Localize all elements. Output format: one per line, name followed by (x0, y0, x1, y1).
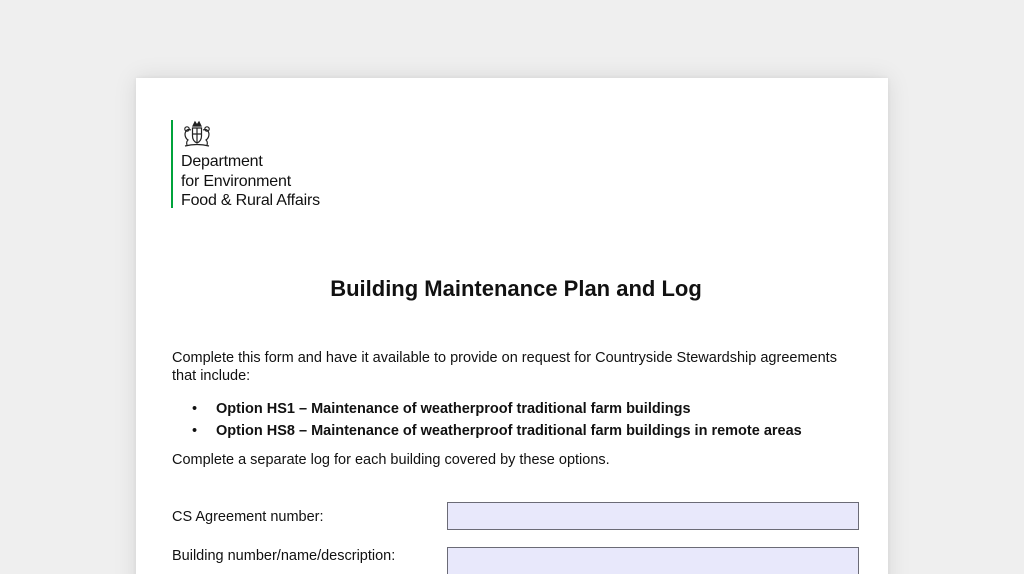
document-page (136, 78, 888, 574)
building-description-field[interactable] (447, 547, 859, 574)
department-name-line-1: Department (181, 153, 263, 170)
department-name (181, 152, 381, 211)
agreement-number-label: CS Agreement number: (172, 509, 324, 525)
option-hs8-text: Option HS8 – Maintenance of weatherproof traditional farm buildings in remote areas (216, 423, 802, 439)
intro-paragraph: Complete this form and have it available to provide on request for Countryside Stewardship agreements that include: (172, 350, 837, 384)
bullet-icon: • (192, 423, 198, 439)
defra-logo (171, 120, 320, 209)
bullet-icon: • (192, 401, 198, 417)
department-name-line-3: Food & Rural Affairs (181, 192, 320, 209)
document-title: Building Maintenance Plan and Log (330, 276, 702, 301)
options-list (192, 398, 802, 442)
option-item (192, 398, 802, 420)
royal-coat-of-arms-icon (181, 120, 213, 148)
department-name-line-2: for Environment (181, 172, 291, 190)
option-hs1-text: Option HS1 – Maintenance of weatherproof traditional farm buildings (216, 401, 691, 417)
separate-log-note: Complete a separate log for each building covered by these options. (172, 452, 610, 468)
agreement-number-field[interactable] (447, 502, 859, 530)
option-item (192, 420, 802, 442)
building-description-label: Building number/name/description: (172, 548, 396, 564)
